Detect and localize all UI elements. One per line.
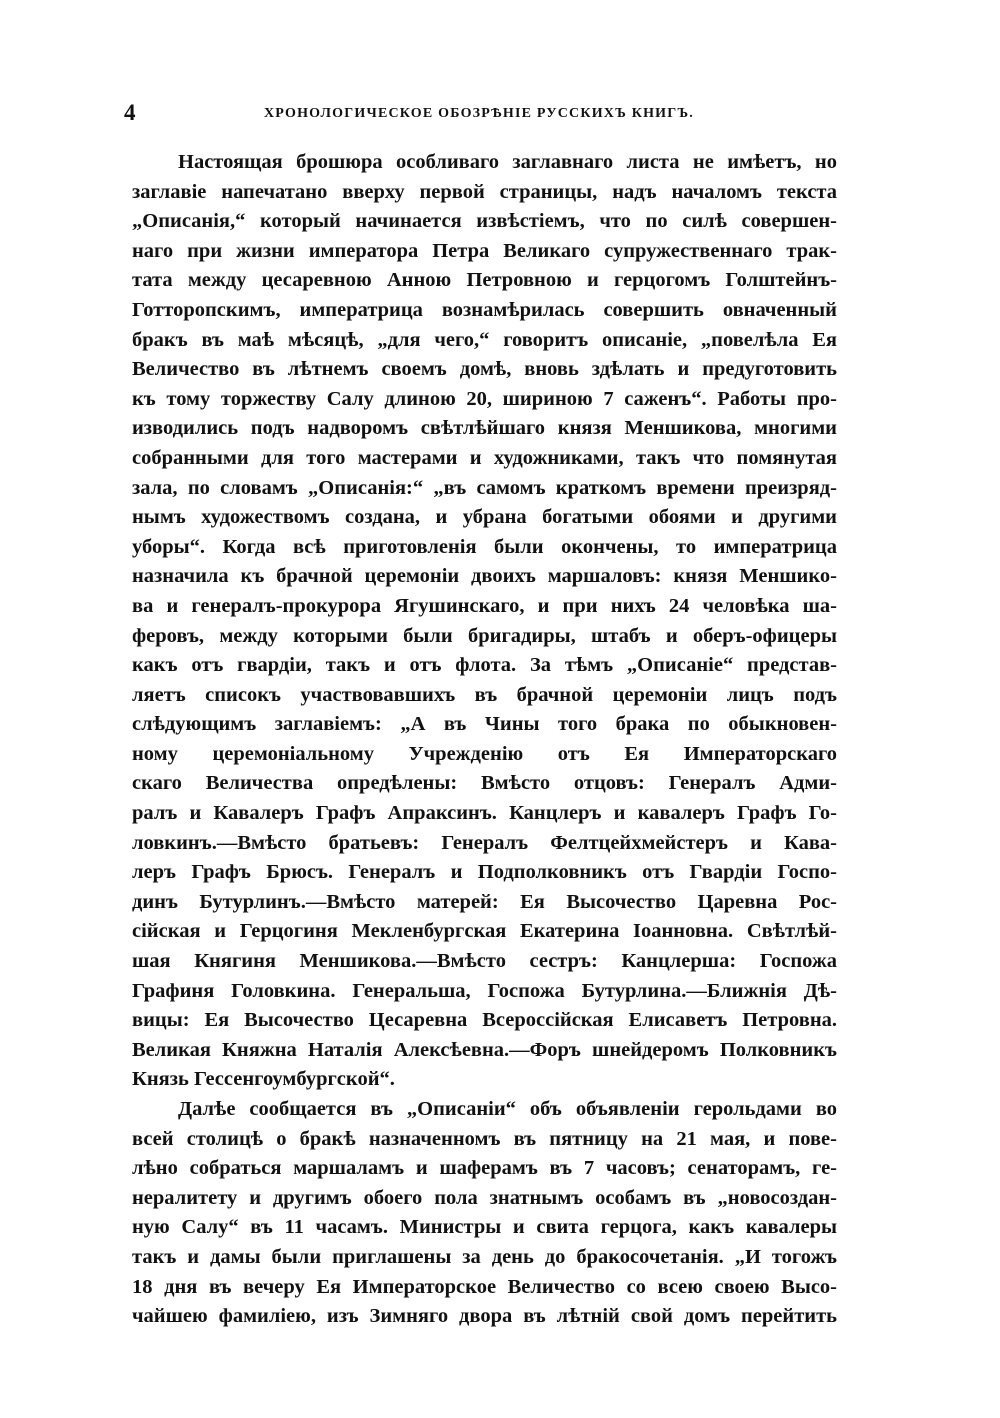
text-line: скаго Величества опредѣлены: Вмѣсто отцовъ: Генералъ Адми- xyxy=(132,772,837,795)
text-line: къ тому торжеству Салу длиною 20, шириною 7 саженъ“. Работы про- xyxy=(132,387,837,410)
text-line: слѣдующимъ заглавіемъ: „А въ Чины того брака по обыкновен- xyxy=(132,713,837,736)
text-line: Величество въ лѣтнемъ своемъ домѣ, вновь здѣлать и предуготовить xyxy=(132,358,837,381)
text-line: ному церемоніальному Учрежденію отъ Ея Императорскаго xyxy=(132,742,837,765)
page-number: 4 xyxy=(124,100,136,125)
text-line: Готторопскимъ, императрица вознамѣрилась совершить овначенный xyxy=(132,298,837,321)
text-line: Настоящая брошюра особливаго заглавнаго листа не имѣетъ, но xyxy=(178,151,837,173)
text-line: лѣно собраться маршаламъ и шаферамъ въ 7 часовъ; сенаторамъ, ге- xyxy=(132,1157,837,1180)
text-line: нералитету и другимъ обоего пола знатнымъ особамъ въ „новосоздан- xyxy=(132,1186,837,1209)
text-line: Графиня Головкина. Генеральша, Госпожа Бутурлина.—Ближнія Дѣ- xyxy=(132,979,837,1002)
text-line: „Описанія,“ который начинается извѣстіемъ, что по силѣ совершен- xyxy=(132,210,837,233)
text-line: шая Княгиня Меншикова.—Вмѣсто сестръ: Канцлерша: Госпожа xyxy=(132,950,837,973)
text-line: зала, по словамъ „Описанія:“ „въ самомъ краткомъ времени преизряд- xyxy=(132,476,837,499)
text-line: ловкинъ.—Вмѣсто братьевъ: Генералъ Фелтцейхмейстеръ и Кава- xyxy=(132,831,837,854)
text-line: ралъ и Кавалеръ Графъ Апраксинъ. Канцлеръ и кавалеръ Графъ Го- xyxy=(132,802,837,825)
text-line: 18 дня въ вечеру Ея Императорское Величество со всею своею Высо- xyxy=(132,1275,837,1298)
running-head xyxy=(124,100,838,130)
text-line: ляетъ списокъ участвовавшихъ въ брачной церемоніи лицъ подъ xyxy=(132,683,837,706)
text-line: Далѣе сообщается въ „Описаніи“ объ объявленіи герольдами во xyxy=(178,1098,837,1120)
text-line: вицы: Ея Высочество Цесаревна Всероссійская Елисаветъ Петровна. xyxy=(132,1009,837,1032)
text-line: тата между цесаревною Анною Петровною и герцогомъ Голштейнъ- xyxy=(132,269,837,292)
text-line: изводились подъ надворомъ свѣтлѣйшаго князя Меншикова, многими xyxy=(132,417,837,440)
text-line: такъ и дамы были приглашены за день до бракосочетанія. „И тогожъ xyxy=(132,1245,837,1268)
paragraph-1 xyxy=(132,148,837,1095)
text-line: нымъ художествомъ создана, и убрана богатыми обоями и другими xyxy=(132,506,837,529)
text-line: Великая Княжна Наталія Алексѣевна.—Форъ шнейдеромъ Полковникъ xyxy=(132,1038,837,1061)
text-line: Князь Гессенгоумбургской“. xyxy=(132,1068,395,1091)
text-line: динъ Бутурлинъ.—Вмѣсто матерей: Ея Высочество Царевна Рос- xyxy=(132,890,837,913)
text-line: уборы“. Когда всѣ приготовленія были окончены, то императрица xyxy=(132,535,837,558)
text-line: наго при жизни императора Петра Великаго супружественнаго трак- xyxy=(132,239,837,262)
text-line: ва и генералъ-прокурора Ягушинскаго, и при нихъ 24 человѣка ша- xyxy=(132,594,837,617)
text-line: собранными для того мастерами и художниками, такъ что помянутая xyxy=(132,446,837,469)
text-line: назначила къ брачной церемоніи двоихъ маршаловъ: князя Меншико- xyxy=(132,565,837,588)
text-line: всей столицѣ о бракѣ назначенномъ въ пятницу на 21 мая, и пове- xyxy=(132,1127,837,1150)
running-head-title: ХРОНОЛОГИЧЕСКОЕ ОБОЗРѢНІЕ РУССКИХЪ КНИГЪ. xyxy=(264,106,694,121)
body-text xyxy=(132,148,837,1332)
text-line: какъ отъ гвардіи, такъ и отъ флота. За тѣмъ „Описаніе“ представ- xyxy=(132,654,837,677)
text-line: ную Салу“ въ 11 часамъ. Министры и свита герцога, какъ кавалеры xyxy=(132,1216,837,1239)
paragraph-2 xyxy=(132,1095,837,1332)
text-line: феровъ, между которыми были бригадиры, штабъ и оберъ-офицеры xyxy=(132,624,837,647)
text-line: сійская и Герцогиня Мекленбургская Екатерина Іоанновна. Свѣтлѣй- xyxy=(132,920,837,943)
text-line: чайшею фамиліею, изъ Зимняго двора въ лѣтній свой домъ перейтить xyxy=(132,1305,837,1328)
text-line: заглавіе напечатано вверху первой страницы, надъ началомъ текста xyxy=(132,180,837,203)
text-line: леръ Графъ Брюсъ. Генералъ и Подполковникъ отъ Гвардіи Госпо- xyxy=(132,861,837,884)
text-line: бракъ въ маѣ мѣсяцѣ, „для чего,“ говоритъ описаніе, „повелѣла Ея xyxy=(132,328,837,351)
